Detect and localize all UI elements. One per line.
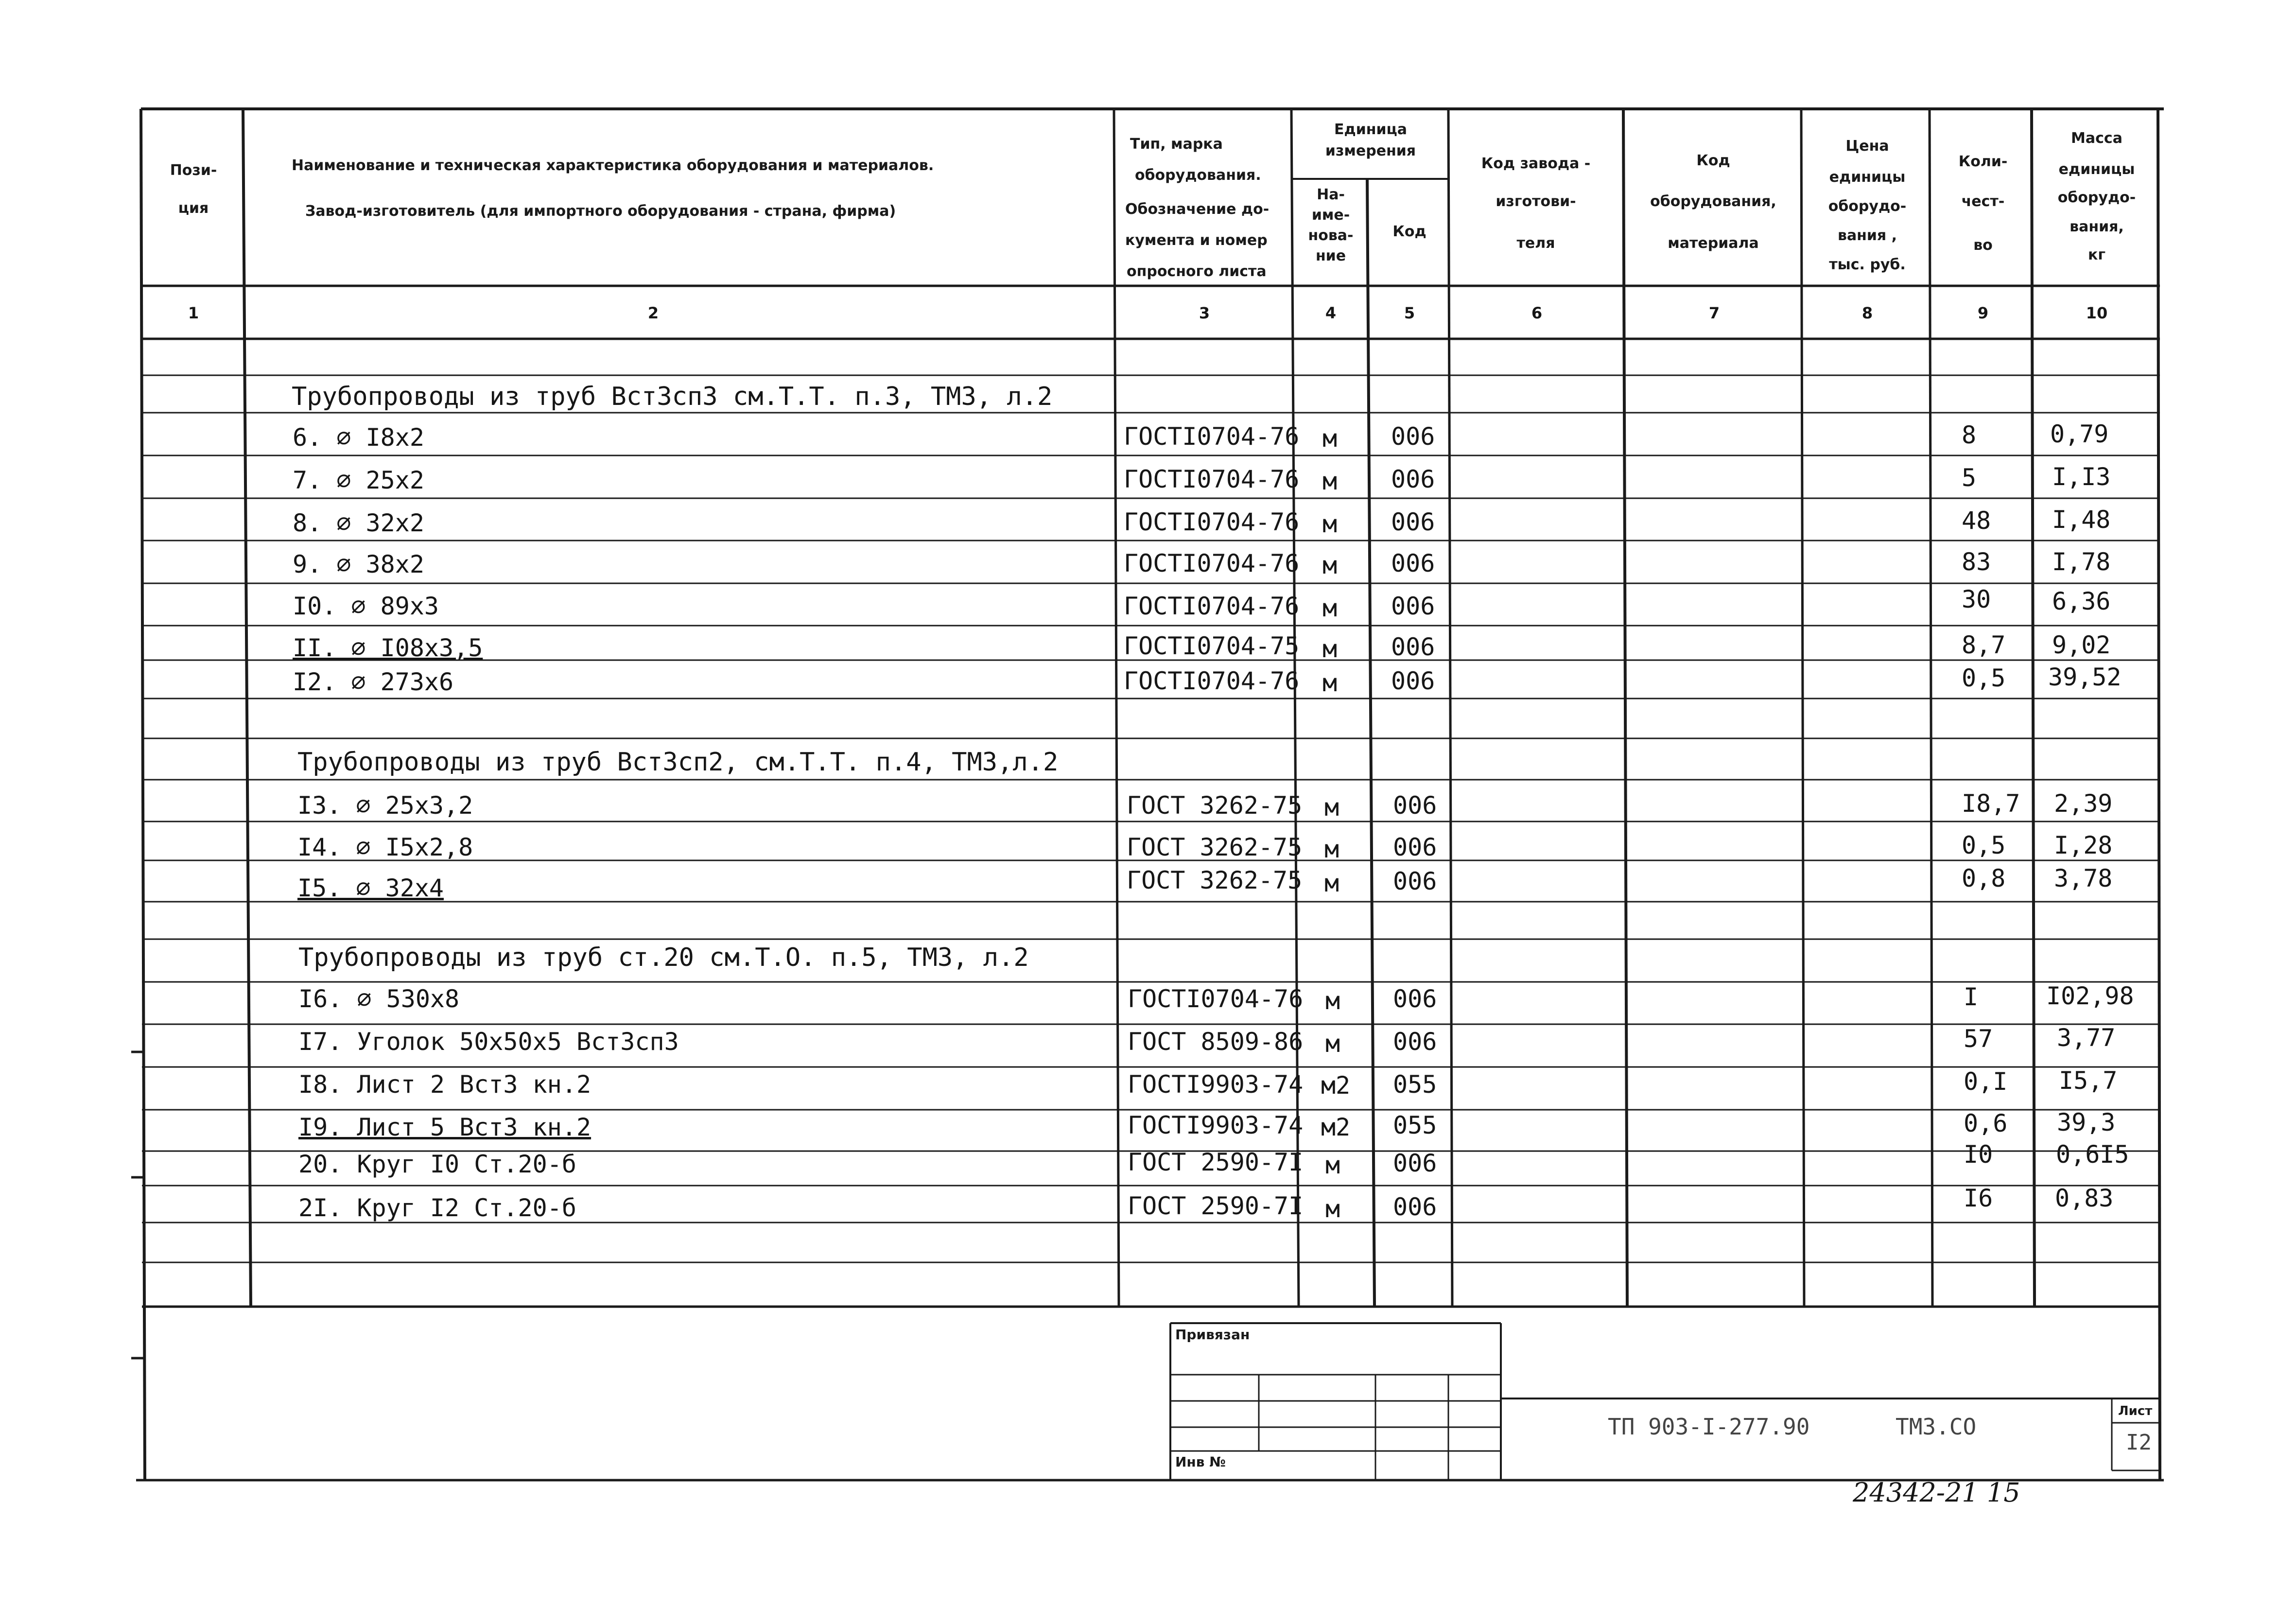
- item-name: 9. ∅ 38x2: [293, 550, 424, 578]
- item-doc: ГОСТ 2590-7I: [1128, 1148, 1304, 1176]
- header-name-line2: Завод-изготовитель (для импортного оборудования - страна, фирма): [305, 203, 896, 220]
- item-doc: ГОСТI9903-74: [1128, 1111, 1304, 1139]
- item-qty: I0: [1964, 1140, 1993, 1169]
- header-unit-name-4: ние: [1315, 247, 1346, 264]
- header-price-4: вания ,: [1837, 227, 1897, 244]
- item-doc: ГОСТI0704-76: [1124, 465, 1300, 493]
- header-type-4: кумента и номер: [1125, 232, 1268, 249]
- item-name: 6. ∅ I8x2: [293, 423, 424, 452]
- header-equip-code-2: оборудования,: [1650, 193, 1776, 210]
- item-unit-code: 006: [1393, 1149, 1437, 1177]
- item-unit: м2: [1321, 1113, 1351, 1141]
- column-number-3: 3: [1199, 304, 1210, 322]
- item-doc: ГОСТI0704-75: [1124, 632, 1300, 660]
- item-name: 20. Круг I0 Ст.20-б: [298, 1150, 576, 1178]
- header-type-3: Обозначение до-: [1125, 201, 1270, 218]
- item-doc: ГОСТ 2590-7I: [1128, 1192, 1304, 1220]
- column-number-10: 10: [2086, 304, 2108, 322]
- item-doc: ГОСТI0704-76: [1124, 667, 1300, 695]
- stamp-sheet-label: Лист: [2118, 1404, 2153, 1418]
- stamp-designation: ТП 903-I-277.90: [1608, 1414, 1810, 1440]
- header-qty-1: Коли-: [1958, 153, 2008, 170]
- item-unit: м: [1324, 793, 1339, 821]
- item-doc: ГОСТI0704-76: [1124, 508, 1300, 536]
- column-number-7: 7: [1708, 304, 1720, 322]
- item-unit: м: [1322, 669, 1338, 697]
- item-unit: м: [1322, 424, 1338, 453]
- header-equip-code-1: Код: [1696, 152, 1730, 169]
- header-plant-1: Код завода -: [1481, 155, 1591, 172]
- item-mass: 6,36: [2052, 587, 2111, 615]
- item-mass: 0,79: [2050, 420, 2109, 448]
- item-unit-code: 006: [1391, 422, 1435, 451]
- item-doc: ГОСТI0704-76: [1128, 985, 1304, 1013]
- item-qty: 5: [1962, 464, 1977, 492]
- item-qty: 0,5: [1962, 664, 2006, 692]
- item-qty: I8,7: [1962, 789, 2020, 818]
- item-unit-code: 006: [1391, 667, 1435, 695]
- item-qty: 57: [1964, 1025, 1993, 1053]
- column-number-4: 4: [1325, 304, 1337, 322]
- header-name-line1: Наименование и техническая характеристика оборудования и материалов.: [292, 157, 934, 174]
- column-number-1: 1: [188, 304, 199, 322]
- column-number-5: 5: [1404, 304, 1415, 322]
- header-price-5: тыс. руб.: [1829, 256, 1906, 273]
- item-unit-code: 055: [1393, 1070, 1437, 1099]
- header-unit-name-3: нова-: [1308, 227, 1354, 244]
- item-unit-code: 006: [1393, 1028, 1437, 1056]
- header-plant-2: изготови-: [1496, 193, 1576, 210]
- group-title: Трубопроводы из труб ВстЗсп3 см.Т.Т. п.3, ТМ3, л.2: [292, 382, 1053, 411]
- header-position-1: Пози-: [170, 162, 217, 179]
- item-unit: м: [1325, 1030, 1340, 1058]
- column-number-6: 6: [1531, 304, 1543, 322]
- header-type-1: Тип, марка: [1130, 136, 1223, 153]
- item-doc: ГОСТ 3262-75: [1127, 833, 1303, 861]
- item-unit: м: [1325, 1151, 1340, 1179]
- item-qty: I: [1964, 983, 1979, 1011]
- group-title: Трубопроводы из труб ст.20 см.Т.О. п.5, ТМ3, л.2: [298, 943, 1029, 972]
- item-qty: I6: [1964, 1184, 1993, 1212]
- item-name: I0. ∅ 89x3: [293, 592, 439, 620]
- item-unit-code: 006: [1393, 1193, 1437, 1221]
- item-unit-code: 006: [1391, 633, 1435, 661]
- stamp-sheet-number: I2: [2126, 1430, 2152, 1455]
- item-doc: ГОСТI0704-76: [1124, 422, 1300, 451]
- item-mass: I5,7: [2059, 1066, 2118, 1095]
- column-number-9: 9: [1977, 304, 1989, 322]
- item-mass: I,I3: [2052, 463, 2111, 491]
- item-name: I5. ∅ 32x4: [297, 874, 444, 902]
- header-price-2: единицы: [1829, 169, 1906, 186]
- handwritten-archive-number: 24342-21 15: [1853, 1477, 2020, 1508]
- item-name: I2. ∅ 273x6: [293, 668, 454, 696]
- item-mass: 3,78: [2054, 864, 2113, 892]
- item-unit: м: [1324, 835, 1339, 863]
- header-unit-name-2: име-: [1311, 207, 1350, 224]
- group-title: Трубопроводы из труб ВстЗсп2, см.Т.Т. п.4, ТМ3,л.2: [297, 748, 1059, 777]
- item-doc: ГОСТI0704-76: [1124, 549, 1300, 577]
- item-qty: 30: [1962, 585, 1991, 613]
- item-qty: 0,I: [1964, 1067, 2008, 1096]
- item-qty: 8,7: [1962, 631, 2006, 659]
- item-name: I8. Лист 2 ВстЗ кн.2: [298, 1070, 591, 1099]
- item-qty: 0,8: [1962, 864, 2006, 892]
- column-number-8: 8: [1861, 304, 1873, 322]
- stamp-inventory-number: Инв №: [1175, 1454, 1226, 1470]
- item-unit: м: [1322, 551, 1338, 579]
- item-unit: м: [1322, 594, 1338, 622]
- header-qty-2: чест-: [1961, 193, 2005, 210]
- header-type-2: оборудования.: [1135, 167, 1261, 184]
- item-qty: 48: [1962, 507, 1991, 535]
- item-unit-code: 006: [1393, 867, 1437, 895]
- header-position-2: ция: [178, 200, 209, 217]
- item-unit-code: 006: [1391, 465, 1435, 493]
- item-doc: ГОСТI9903-74: [1128, 1070, 1304, 1099]
- header-unit-group-2: измерения: [1325, 142, 1416, 159]
- item-unit: м: [1322, 635, 1338, 663]
- item-name: 8. ∅ 32x2: [293, 509, 424, 537]
- item-name: I4. ∅ I5x2,8: [297, 833, 473, 861]
- item-unit-code: 006: [1391, 592, 1435, 620]
- header-mass-3: оборудо-: [2057, 189, 2136, 206]
- header-price-3: оборудо-: [1828, 198, 1907, 215]
- item-unit-code: 006: [1393, 833, 1437, 861]
- item-unit-code: 006: [1391, 549, 1435, 577]
- item-unit-code: 055: [1393, 1111, 1437, 1139]
- item-unit: м: [1325, 987, 1340, 1015]
- header-plant-3: теля: [1516, 235, 1555, 252]
- item-unit: м: [1324, 869, 1339, 897]
- header-mass-5: кг: [2087, 246, 2106, 263]
- header-equip-code-3: материала: [1668, 235, 1759, 252]
- item-unit: м: [1322, 467, 1338, 495]
- item-name: I7. Уголок 50x50x5 ВстЗсп3: [298, 1028, 679, 1056]
- header-type-5: опросного листа: [1127, 263, 1267, 280]
- header-price-1: Цена: [1845, 138, 1889, 155]
- item-qty: 0,5: [1962, 831, 2006, 859]
- item-mass: I,48: [2052, 506, 2111, 534]
- header-unit-name-1: На-: [1317, 186, 1345, 203]
- item-unit: м: [1322, 510, 1338, 538]
- item-mass: 39,52: [2048, 663, 2122, 691]
- item-name: 2I. Круг I2 Ст.20-б: [298, 1194, 576, 1222]
- item-qty: 0,6: [1964, 1109, 2008, 1137]
- header-mass-4: вания,: [2070, 218, 2124, 235]
- item-qty: 8: [1962, 421, 1977, 449]
- item-mass: 3,77: [2057, 1024, 2116, 1052]
- header-unit-code: Код: [1392, 223, 1426, 240]
- item-unit: м: [1325, 1195, 1340, 1223]
- stamp-privyazan: Привязан: [1175, 1327, 1250, 1343]
- item-mass: 39,3: [2057, 1108, 2116, 1136]
- item-unit: м2: [1321, 1071, 1351, 1100]
- item-mass: 0,83: [2055, 1184, 2114, 1212]
- item-mass: I02,98: [2046, 982, 2134, 1010]
- column-number-2: 2: [647, 304, 659, 322]
- item-name: I3. ∅ 25x3,2: [297, 791, 473, 820]
- header-mass-2: единицы: [2058, 161, 2135, 178]
- item-unit-code: 006: [1391, 508, 1435, 536]
- item-mass: I,28: [2054, 831, 2113, 859]
- item-name: I6. ∅ 530x8: [298, 985, 460, 1013]
- item-mass: I,78: [2052, 548, 2111, 576]
- item-mass: 0,6I5: [2056, 1140, 2129, 1169]
- stamp-sheet-code: ТМ3.СО: [1896, 1414, 1977, 1440]
- item-mass: 2,39: [2054, 789, 2113, 818]
- item-mass: 9,02: [2052, 631, 2111, 659]
- header-mass-1: Масса: [2071, 130, 2122, 147]
- item-name: 7. ∅ 25x2: [293, 466, 424, 494]
- item-name: II. ∅ I08x3,5: [293, 634, 483, 662]
- item-unit-code: 006: [1393, 791, 1437, 820]
- item-doc: ГОСТ 3262-75: [1127, 791, 1303, 820]
- item-doc: ГОСТ 3262-75: [1127, 866, 1303, 894]
- item-unit-code: 006: [1393, 985, 1437, 1013]
- item-name: I9. Лист 5 ВстЗ кн.2: [298, 1113, 591, 1141]
- item-doc: ГОСТ 8509-86: [1128, 1028, 1304, 1056]
- item-qty: 83: [1962, 548, 1991, 576]
- header-qty-3: во: [1973, 237, 1993, 254]
- header-unit-group-1: Единица: [1334, 121, 1407, 138]
- item-doc: ГОСТI0704-76: [1124, 592, 1300, 620]
